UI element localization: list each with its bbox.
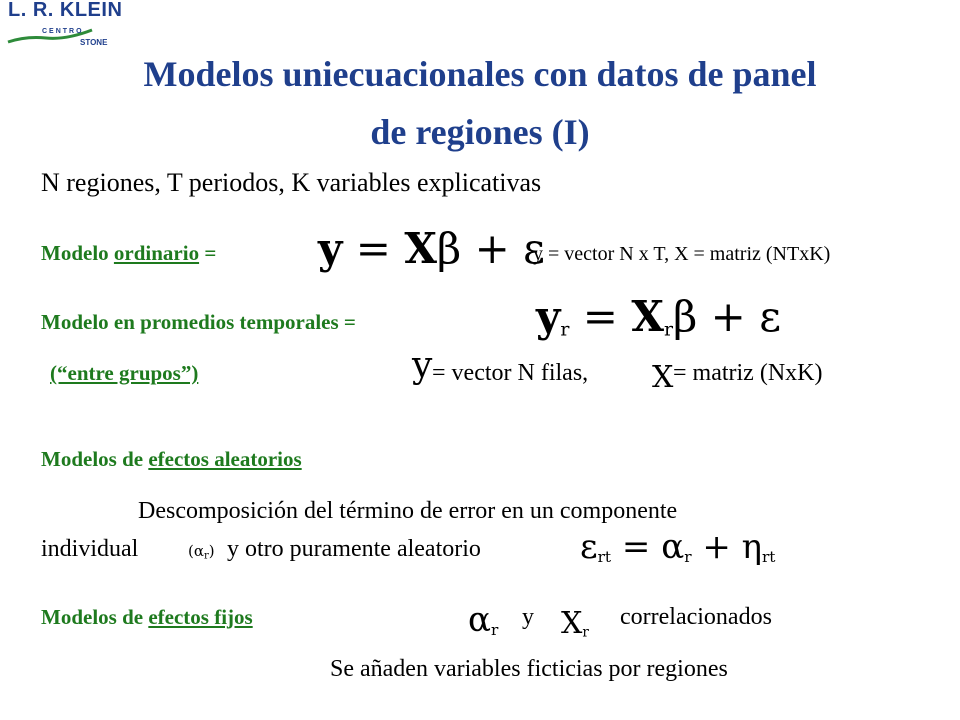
eq-epsilon: ε [759, 292, 781, 341]
ordinario-equation [318, 224, 545, 274]
eq-beta: β [672, 292, 698, 341]
eq-equals: = [621, 527, 651, 567]
logo-main-text: L. R. KLEIN [8, 0, 123, 21]
paren-open: ( [188, 542, 194, 560]
entre-grupos-link[interactable]: (“entre grupos”) [50, 361, 199, 385]
X: X [561, 606, 583, 641]
fijos-alpha [468, 600, 498, 650]
aleatorios-equation [580, 526, 775, 578]
fijos-label [41, 604, 253, 630]
r-sub: r [204, 550, 209, 562]
eq-X-bar: X [631, 292, 664, 341]
vector-text: = vector N filas, [432, 360, 589, 386]
rt-sub: rt [762, 547, 776, 566]
logo-centro-text: CENTRO [42, 28, 84, 35]
eq-beta: β [436, 224, 462, 273]
eq-epsilon: ε [580, 527, 598, 567]
rt-sub: rt [597, 547, 612, 566]
aleatorios-label [41, 446, 302, 472]
eq-y: y [318, 224, 343, 273]
ordinario-suffix: = [199, 241, 217, 265]
ordinario-label [41, 240, 216, 266]
eq-plus: + [474, 224, 510, 273]
eq-plus: + [702, 527, 731, 567]
r-sub: r [490, 620, 499, 639]
promedios-label: Modelo en promedios temporales = [41, 310, 356, 334]
aleatorios-link[interactable]: efectos aleatorios [148, 447, 302, 471]
fijos-correlacionados: correlacionados [620, 604, 772, 630]
eq-equals: = [582, 292, 618, 341]
eq-epsilon: ε [523, 224, 545, 273]
X-symbol: X [652, 360, 674, 395]
eq-r-sub: r [663, 318, 673, 341]
fijos-last-line: Se añaden variables ficticias por regiones [330, 656, 728, 682]
fijos-y: y [522, 604, 534, 630]
fijos-prefix: Modelos de [41, 605, 149, 629]
fijos-link[interactable]: efectos fijos [148, 605, 253, 629]
aleatorios-line2a: individual [41, 536, 139, 562]
eq-plus: + [710, 292, 746, 341]
matriz-text: = matriz (NxK) [673, 360, 823, 386]
logo [6, 2, 166, 48]
ordinario-note: y = vector N x T, X = matriz (NTxK) [533, 243, 831, 265]
alpha: α [193, 542, 204, 560]
aleatorios-line1: Descomposición del término de error en un componente [138, 498, 678, 524]
r-sub: r [684, 547, 692, 566]
paren-close: ) [208, 542, 215, 560]
eq-equals: = [355, 224, 391, 273]
eq-y-bar: y [536, 292, 561, 341]
r-sub: r [582, 624, 589, 641]
alpha-paren [188, 540, 215, 568]
aleatorios-prefix: Modelos de [41, 447, 149, 471]
eq-X: X [404, 224, 437, 273]
aleatorios-line2b: y otro puramente aleatorio [227, 536, 481, 562]
eq-alpha: α [661, 527, 685, 567]
ordinario-prefix: Modelo [41, 241, 114, 265]
alpha: α [468, 600, 491, 640]
eq-r-sub: r [560, 318, 570, 341]
eq-eta: η [741, 527, 762, 567]
y-symbol: y [412, 345, 433, 386]
subtitle: N regiones, T periodos, K variables explicativas [41, 168, 542, 197]
page-title-line2: de regiones (I) [370, 112, 590, 152]
logo-stone-text: STONE [80, 38, 108, 47]
fijos-X [561, 606, 589, 650]
page-title-line1: Modelos uniecuacionales con datos de panel [143, 54, 817, 94]
promedios-equation [536, 292, 781, 355]
ordinario-link[interactable]: ordinario [113, 241, 200, 265]
